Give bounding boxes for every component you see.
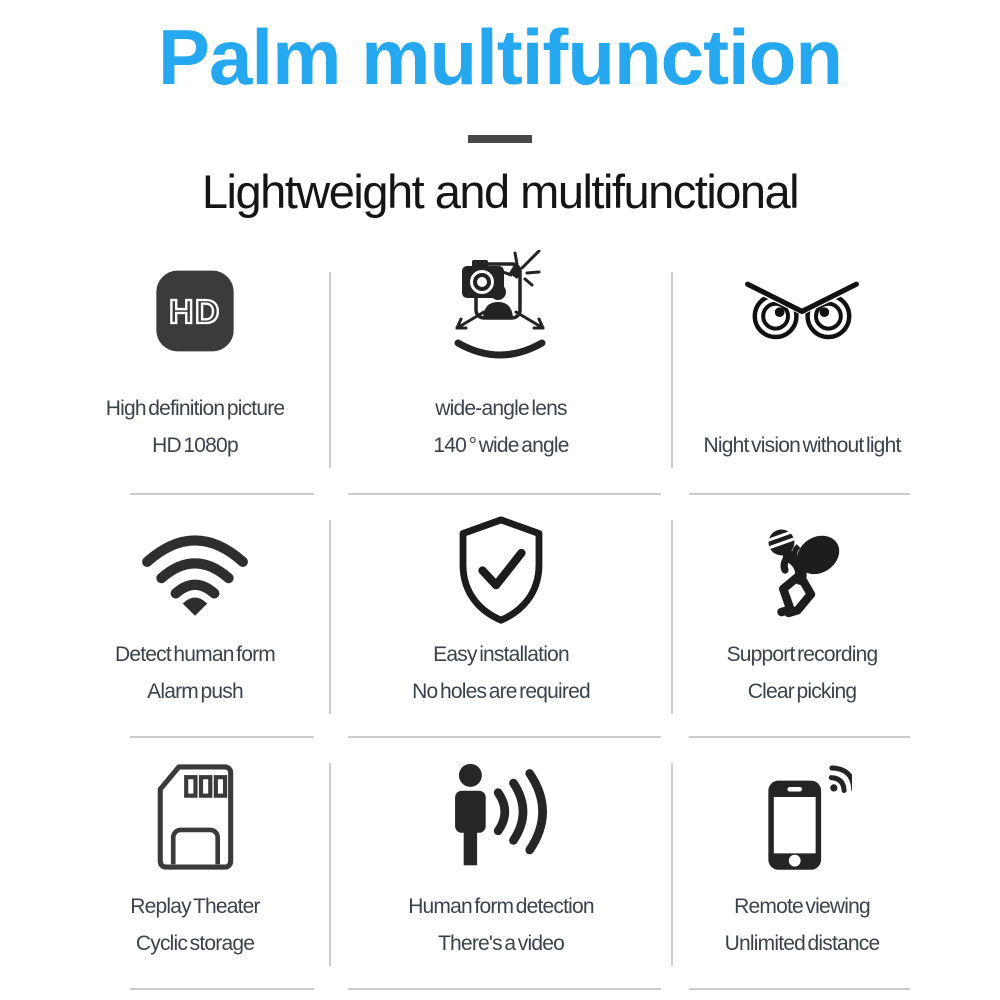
horizontal-divider: [689, 493, 910, 495]
horizontal-divider: [689, 736, 910, 738]
vertical-divider: [329, 272, 331, 468]
thief-icon: [752, 515, 852, 627]
horizontal-divider: [130, 493, 314, 495]
sd-card-icon: [151, 761, 239, 873]
horizontal-divider: [130, 736, 314, 738]
feature-title: Detect human form: [115, 643, 275, 666]
feature-title: Human form detection: [408, 895, 594, 918]
feature-subtitle: Night vision without light: [703, 434, 901, 457]
vertical-divider: [671, 272, 673, 468]
hd-icon: [153, 265, 237, 357]
feature-card-wide-angle: [352, 232, 650, 464]
horizontal-divider: [348, 493, 661, 495]
feature-card-hd: [52, 232, 338, 464]
vertical-divider: [329, 763, 331, 966]
horizontal-divider: [689, 988, 910, 990]
horizontal-divider: [348, 988, 661, 990]
feature-subtitle: Cyclic storage: [135, 932, 255, 955]
feature-title: Support recording: [726, 643, 878, 666]
night-vision-eyes-icon: [742, 273, 862, 349]
human-detection-icon: [436, 762, 566, 872]
wide-angle-lens-icon: [442, 250, 560, 372]
feature-subtitle: No holes are required: [412, 680, 590, 703]
feature-title: Replay Theater: [130, 895, 260, 918]
feature-card-human-detection: [352, 745, 650, 962]
title-divider: [468, 135, 532, 143]
horizontal-divider: [348, 736, 661, 738]
page-subtitle: Lightweight and multifunctional: [201, 165, 799, 218]
vertical-divider: [671, 763, 673, 966]
feature-subtitle: 140 ° wide angle: [433, 434, 569, 457]
vertical-divider: [671, 520, 673, 714]
feature-subtitle: Unlimited distance: [724, 932, 880, 955]
shield-check-icon: [452, 515, 550, 627]
feature-card-recording: [674, 505, 930, 710]
feature-title: Easy installation: [433, 643, 569, 666]
phone-wifi-icon: [752, 761, 852, 873]
feature-card-remote-viewing: [674, 745, 930, 962]
feature-card-installation: [352, 505, 650, 710]
wifi-icon: [139, 525, 251, 617]
feature-card-night-vision: [674, 232, 930, 464]
feature-title: Remote viewing: [734, 895, 870, 918]
horizontal-divider: [130, 988, 314, 990]
feature-subtitle: Clear picking: [747, 680, 857, 703]
page-title: Palm multifunction: [158, 13, 842, 101]
feature-subtitle: HD 1080p: [152, 434, 238, 457]
feature-card-storage: [52, 745, 338, 962]
feature-title: wide-angle lens: [435, 397, 567, 420]
vertical-divider: [329, 520, 331, 714]
feature-title: [674, 390, 930, 427]
feature-card-alarm: [52, 505, 338, 710]
feature-subtitle: There's a video: [438, 932, 564, 955]
feature-title: High definition picture: [105, 397, 285, 420]
svg-text:HD: HD: [169, 293, 221, 331]
feature-subtitle: Alarm push: [147, 680, 243, 703]
